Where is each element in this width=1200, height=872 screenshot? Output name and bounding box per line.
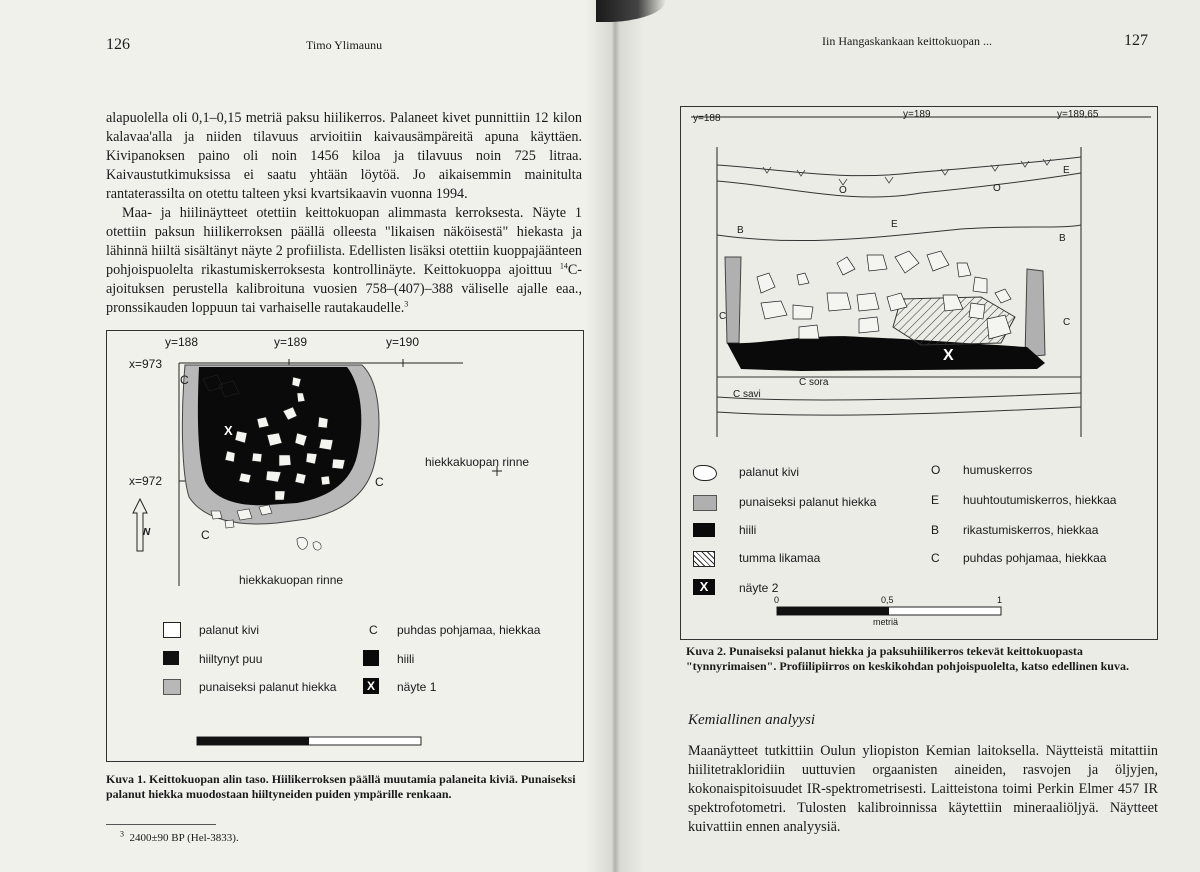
legend-label-sample-1: näyte 1: [397, 680, 437, 694]
legend-label-charred-wood: hiiltynyt puu: [199, 652, 263, 666]
fig2-label-o1: O: [839, 185, 847, 196]
page-number-left: 126: [106, 36, 130, 53]
footnote-ref: 3: [404, 299, 409, 309]
right-paragraph: Maanäytteet tutkittiin Oulun yliopiston Kemian laitoksella. Näytteistä mitattiin hiilitetrakloridiin uuttuvien orgaanisten aineiden, rasvojen ja öljyjen, kokonaispitoisuudet IR-spektrometrisesti. Laitteistona toimi Perkin Elmer 457 IR spektrofotometri. Tulosten kalibroinnissa käytettiin mineraaliöljyä. Näytteet kuivattiin ennen analyysiä.: [688, 743, 1158, 835]
paragraph-1: alapuolella oli 0,1–0,15 metriä paksu hiilikerros. Palaneet kivet punnittiin 12 kilon kalavaa'alla ja niiden tilavuus arvioitiin kaivausämpäreitä apuna käyttäen. Kivipanoksen paino oli noin 1456 kiloa ja tilavuus noin 725 litraa. Kaivaustutkimuksissa ei saatu yhtään löytöä. Jo aikaisemmin mainitulta rantaterassilta on otettu talteen yksi kvartsikaavin vuonna 1994.: [106, 110, 582, 202]
fig1-y-label-189: y=189: [274, 335, 308, 349]
page-number-right: 127: [1124, 32, 1148, 49]
running-head-left: Timo Ylimaunu: [306, 38, 383, 52]
legend-label-clean-sand: puhdas pohjamaa, hiekkaa: [397, 623, 541, 637]
paragraph-2: Maa- ja hiilinäytteet otettiin keittokuopan alimmasta kerroksesta. Näyte 1 otettiin paksun hiilikerroksen päällä olleesta "likaisen näköisestä" hiekasta ja lähinnä hiiltä sisältänyt näyte 2 profiilista. Edellisten lisäksi otettiin kuoppajäänteen pohjoispuolelta rikastumiskerroksesta kontrollinäyte. Keittokuoppa ajoittuu $^{14}$C-ajoituksen perustella kalibroituna vuosien 758–(407)–388 väliselle ajalle eaa., pronssikauden loppuun tai varhaiselle rautakaudelle.$^3$: [106, 205, 582, 316]
legend-charcoal-icon: [363, 650, 379, 666]
fig1-y-label-188: y=188: [165, 335, 199, 349]
fig2-y-label-18965: y=189,65: [1057, 109, 1099, 120]
figure-1-plan-drawing: [107, 331, 583, 761]
fig2-sample-marker: X: [943, 347, 954, 364]
figure-2-caption: Kuva 2. Punaiseksi palanut hiekka ja paksuhiilikerros tekevät keittokuopasta "tynnyrimaisen". Profiilipiirros on keskikohdan pohjoispuolelta, katso edellinen kuva.: [686, 644, 1129, 673]
legend-label-clean-sand-2: puhdas pohjamaa, hiekkaa: [963, 551, 1107, 565]
legend-sample-2-icon: X: [693, 579, 715, 595]
legend-sample-1-icon: X: [363, 678, 379, 694]
legend-sym-c: C: [369, 623, 378, 637]
legend-sym-b: B: [931, 523, 940, 537]
legend-sym-o: O: [931, 463, 941, 477]
fig1-label-c-left: C: [201, 528, 210, 542]
fig2-label-c1: C: [719, 311, 727, 322]
scale-tick-half: 0,5: [881, 595, 894, 605]
north-arrow-label: N: [143, 527, 151, 538]
legend-dark-soil-icon: [693, 551, 715, 567]
fig1-slope-bottom: hiekkakuopan rinne: [239, 573, 344, 587]
section-title-chemical-analysis: Kemiallinen analyysi: [688, 712, 816, 728]
legend-label-burnt-stone: palanut kivi: [199, 623, 260, 637]
running-head-right: Iin Hangaskankaan keittokuopan ...: [822, 34, 992, 48]
scale-unit: metriä: [873, 617, 899, 627]
fig1-x-label-973: x=973: [129, 357, 163, 371]
figure-1-caption: Kuva 1. Keittokuopan alin taso. Hiilikerroksen päällä muutamia palaneita kiviä. Punaiseksi palanut hiekka muodostaan hiiltyneiden puiden ympärille renkaan.: [106, 772, 576, 801]
legend-label-burnt-stone-2: palanut kivi: [739, 465, 800, 479]
fig1-slope-right: hiekkakuopan rinne: [425, 455, 530, 469]
legend-label-red-sand-2: punaiseksi palanut hiekka: [739, 495, 877, 509]
legend-label-red-sand: punaiseksi palanut hiekka: [199, 680, 337, 694]
legend-charcoal-icon-2: [693, 523, 715, 537]
fig2-label-o2: O: [993, 183, 1001, 194]
fig2-y-label-188: y=188: [693, 113, 721, 124]
legend-burnt-stone-icon: [163, 622, 181, 638]
legend-red-sand-icon: [163, 679, 181, 695]
scale-tick-0: 0: [774, 595, 780, 605]
legend-sym-e: E: [931, 493, 940, 507]
legend-label-charcoal-2: hiili: [739, 523, 757, 537]
figure-1: [106, 330, 584, 762]
legend-label-dark-soil: tumma likamaa: [739, 551, 821, 565]
legend-burnt-stone-icon-2: [693, 465, 717, 481]
right-body-text: [688, 742, 1158, 837]
legend-label-sample-2: näyte 2: [739, 581, 779, 595]
fig2-label-sora: C sora: [799, 377, 829, 388]
fig1-label-c-top: C: [180, 373, 189, 387]
scale-tick-1: 1: [997, 595, 1003, 605]
fig2-label-c2: C: [1063, 317, 1071, 328]
fig2-label-b2: B: [1059, 233, 1066, 244]
legend-label-humus: humuskerros: [963, 463, 1033, 477]
legend-label-charcoal: hiili: [397, 652, 415, 666]
fig1-label-c-right: C: [375, 475, 384, 489]
fig2-label-e2: E: [1063, 165, 1070, 176]
fig2-label-b1: B: [737, 225, 744, 236]
figure-2: [680, 106, 1158, 640]
left-body-text: [106, 109, 582, 318]
fig1-x-label-972: x=972: [129, 474, 163, 488]
legend-charred-wood-icon: [163, 651, 179, 665]
right-page: [612, 0, 1200, 872]
footnote-rule: [106, 824, 216, 825]
fig2-y-label-189: y=189: [903, 109, 931, 120]
fig2-label-e1: E: [891, 219, 898, 230]
fig1-sample-marker: X: [224, 423, 233, 438]
legend-sym-c-2: C: [931, 551, 940, 565]
legend-label-illuvial: rikastumiskerros, hiekkaa: [963, 523, 1099, 537]
fig2-label-savi: C savi: [733, 389, 761, 400]
fig1-y-label-190: y=190: [386, 335, 420, 349]
legend-red-sand-icon-2: [693, 495, 717, 511]
footnote: $^3$ 2400±90 BP (Hel-3833).: [120, 829, 239, 844]
legend-label-eluvial: huuhtoutumiskerros, hiekkaa: [963, 493, 1117, 507]
